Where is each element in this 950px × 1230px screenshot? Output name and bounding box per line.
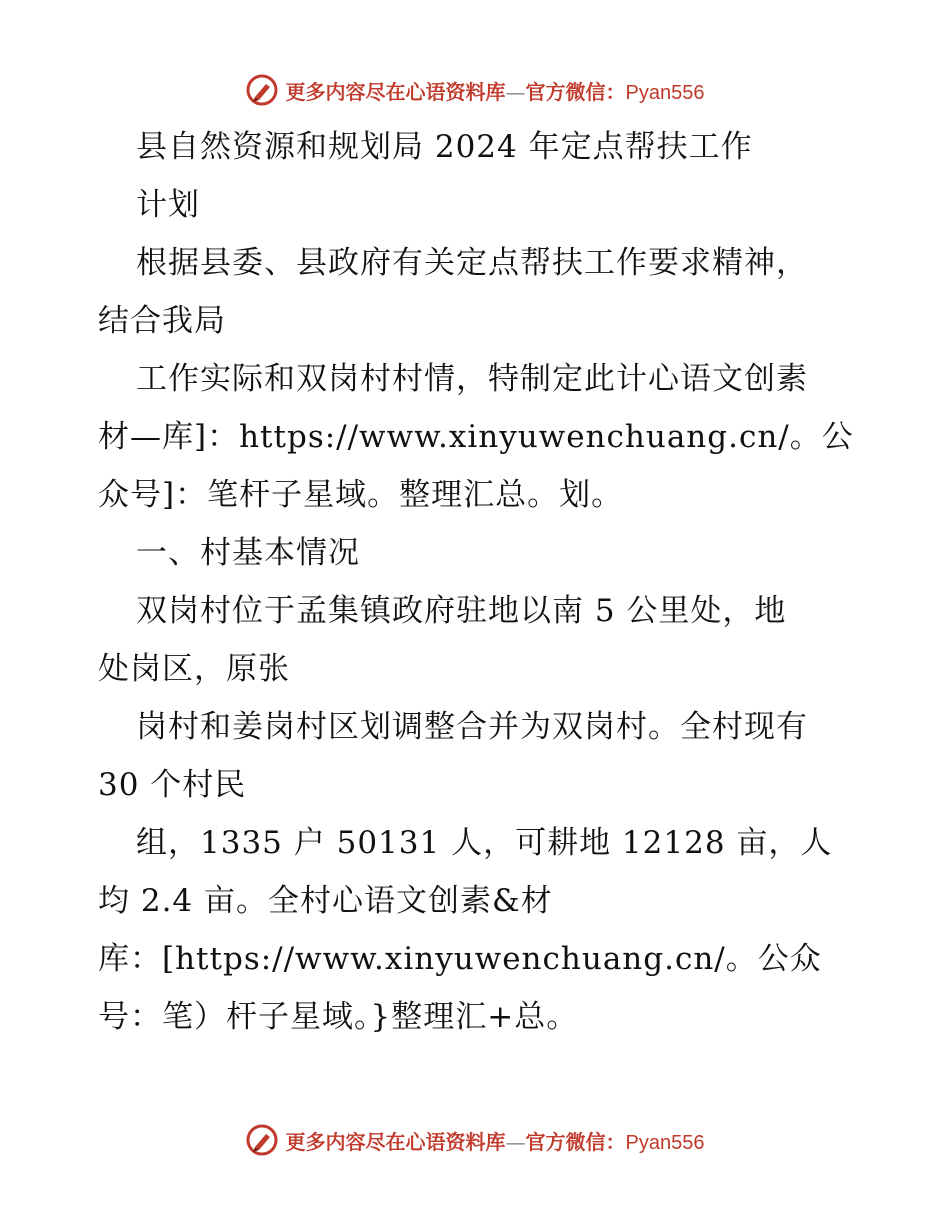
doc-title-line-2: 计划	[136, 187, 200, 223]
banner-main-text: 更多内容尽在心语资料库	[285, 1129, 506, 1154]
banner-main-text: 更多内容尽在心语资料库	[285, 79, 506, 104]
banner-separator: —	[505, 79, 526, 104]
document-body	[98, 118, 868, 1046]
banner-wechat-label: 官方微信：	[525, 1129, 626, 1154]
doc-line: 30 个村民	[98, 767, 247, 803]
pen-logo-icon	[246, 74, 278, 106]
banner-text	[286, 76, 705, 105]
doc-line: 均 2.4 亩。全村心语文创素&材	[98, 883, 553, 919]
banner-wechat-id: Pyan556	[625, 81, 705, 104]
doc-line: 材—库]：https://www.xinyuwenchuang.cn/。公	[98, 419, 854, 455]
banner-wechat-id: Pyan556	[625, 1131, 705, 1154]
doc-line: 处岗区，原张	[98, 651, 290, 687]
doc-line: 工作实际和双岗村村情，特制定此计心语文创素	[136, 361, 808, 397]
banner-wechat-label: 官方微信：	[525, 79, 626, 104]
doc-line: 双岗村位于孟集镇政府驻地以南 5 公里处，地	[136, 593, 787, 629]
doc-line: 众号]：笔杆子星域。整理汇总。划。	[98, 477, 624, 513]
header-watermark-banner	[0, 70, 950, 110]
doc-line: 组，1335 户 50131 人，可耕地 12128 亩，人	[136, 825, 833, 861]
pen-logo-icon	[246, 1124, 278, 1156]
banner-separator: —	[505, 1129, 526, 1154]
banner-text	[286, 1126, 705, 1155]
doc-line: 根据县委、县政府有关定点帮扶工作要求精神，	[136, 245, 808, 281]
doc-title-line-1: 县自然资源和规划局 2024 年定点帮扶工作	[136, 129, 753, 165]
doc-line: 岗村和姜岗村区划调整合并为双岗村。全村现有	[136, 709, 808, 745]
doc-line: 库：[https://www.xinyuwenchuang.cn/。公众	[98, 941, 822, 977]
doc-line: 号：笔）杆子星域。}整理汇+总。	[98, 999, 579, 1035]
doc-line: 结合我局	[98, 303, 226, 339]
section-heading: 一、村基本情况	[136, 535, 360, 571]
footer-watermark-banner	[0, 1120, 950, 1160]
